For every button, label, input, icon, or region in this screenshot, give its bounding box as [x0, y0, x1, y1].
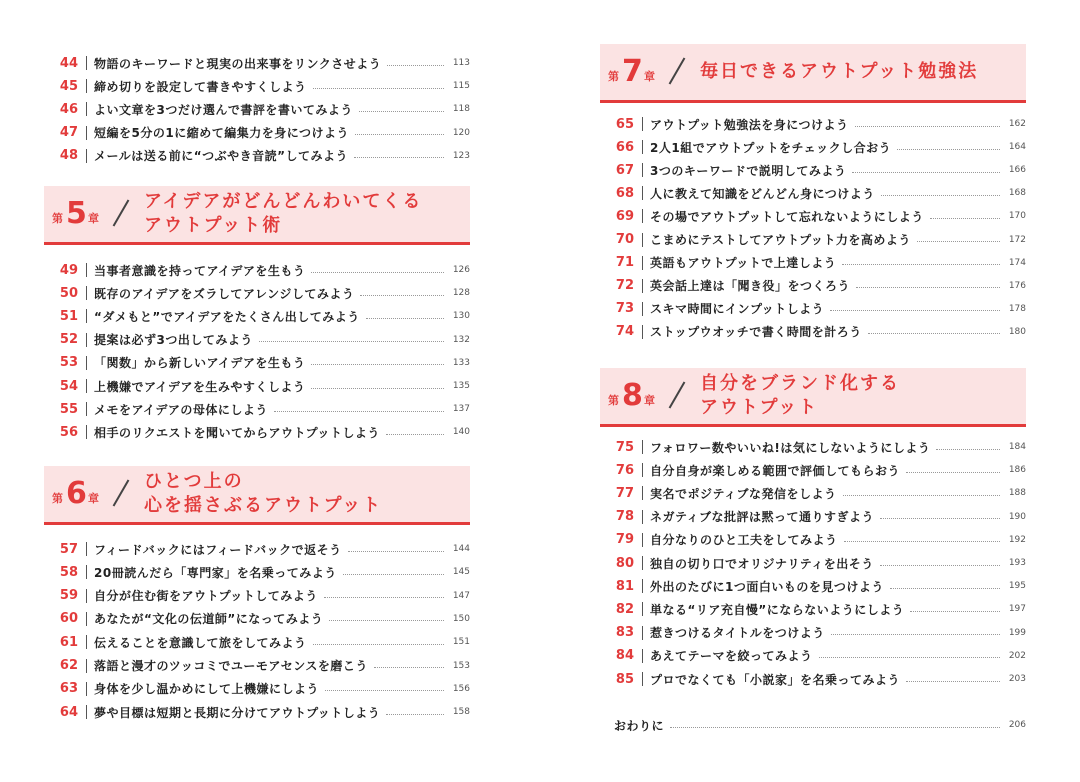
dot-leader [844, 541, 1000, 542]
toc-item[interactable] [44, 375, 470, 397]
toc-item-page: 172 [1008, 234, 1026, 245]
toc-item-title: 英会話上達は「聞き役」をつくろう [650, 279, 851, 294]
toc-item-number: 85 [615, 671, 634, 687]
toc-item[interactable] [600, 598, 1026, 620]
toc-item-number: 79 [615, 532, 634, 548]
toc-item-page: 168 [1008, 188, 1026, 199]
dot-leader [819, 657, 1000, 658]
dot-leader [359, 111, 444, 112]
toc-item-number: 71 [615, 255, 634, 271]
chapter-title-line2: 心を揺さぶるアウトプット [144, 495, 383, 516]
toc-item-divider [642, 486, 643, 500]
toc-item-divider [86, 102, 87, 116]
toc-item-page: 178 [1008, 303, 1026, 314]
toc-item-page: 130 [452, 311, 470, 322]
toc-item[interactable] [44, 538, 470, 560]
dot-leader [856, 287, 1000, 288]
toc-item-title: 伝えることを意識して旅をしてみよう [94, 635, 307, 650]
toc-item-title: 当事者意識を持ってアイデアを生もう [94, 263, 306, 278]
toc-item[interactable] [600, 552, 1026, 574]
toc-item-page: 135 [452, 381, 470, 391]
chapter-divider [113, 480, 130, 507]
toc-item-page: 137 [452, 404, 470, 415]
chapter-suffix: 章 [88, 212, 99, 225]
toc-item-divider [86, 565, 87, 579]
toc-item-number: 76 [615, 462, 634, 478]
dot-leader [842, 264, 1000, 265]
dot-leader [880, 518, 1000, 519]
chapter-prefix: 第 [608, 394, 619, 407]
dot-leader [360, 295, 444, 296]
toc-item-title: 短編を5分の1に縮めて編集力を身につけよう [94, 126, 349, 141]
toc-item-page: 147 [452, 590, 470, 601]
toc-item-title: ネガティブな批評は黙って通りすぎよう [650, 510, 875, 525]
toc-item-page: 158 [452, 707, 470, 718]
dot-leader [906, 472, 1000, 473]
toc-item-page: 186 [1008, 465, 1026, 476]
dot-leader [311, 364, 444, 365]
toc-item[interactable] [600, 113, 1026, 135]
dot-leader [855, 126, 1000, 127]
dot-leader [670, 727, 1000, 728]
toc-item-title: 自分なりのひと工夫をしてみよう [650, 533, 838, 548]
chapter-divider [113, 200, 130, 227]
toc-item[interactable] [600, 482, 1026, 504]
dot-leader [348, 551, 444, 552]
toc-item-title: フォロワー数やいいね!は気にしないようにしよう [650, 440, 931, 455]
toc-item-divider [86, 589, 87, 603]
toc-item[interactable] [44, 608, 470, 630]
toc-item-title: スキマ時間にインプットしよう [650, 302, 825, 317]
toc-item[interactable] [600, 622, 1026, 644]
toc-item-number: 46 [59, 101, 78, 117]
toc-item-divider [642, 117, 643, 131]
toc-item-title: 自分自身が楽しめる範囲で評価してもらおう [650, 463, 901, 478]
toc-item-divider [642, 463, 643, 477]
chapter-title-line2: アウトプット [700, 397, 819, 418]
dot-leader [386, 714, 444, 715]
toc-item-number: 81 [615, 578, 634, 594]
toc-item-page: 113 [452, 58, 470, 68]
toc-item[interactable] [44, 305, 470, 327]
toc-item-number: 59 [59, 588, 78, 604]
toc-item-title: “ダメもと”でアイデアをたくさん出してみよう [94, 309, 360, 324]
dot-leader [259, 341, 444, 342]
toc-item-page: 115 [452, 81, 470, 92]
toc-item-number: 51 [59, 308, 78, 324]
toc-item-title: あなたが“文化の伝道師”になってみよう [94, 612, 324, 627]
toc-item[interactable] [600, 252, 1026, 274]
toc-item-number: 63 [59, 681, 78, 697]
toc-item-title: 外出のたびに1つ面白いものを見つけよう [650, 579, 884, 594]
toc-item-divider [642, 602, 643, 616]
toc-item-number: 62 [59, 658, 78, 673]
toc-item-page: 195 [1008, 581, 1026, 592]
toc-item-number: 49 [59, 262, 78, 278]
toc-item[interactable] [44, 329, 470, 351]
toc-item-number: 50 [59, 285, 78, 301]
chapter-suffix: 章 [644, 394, 655, 407]
toc-item-divider [86, 56, 87, 70]
dot-leader [311, 272, 444, 273]
chapter-prefix: 第 [52, 492, 63, 505]
toc-item[interactable] [600, 229, 1026, 251]
toc-item-divider [86, 402, 87, 416]
toc-item-title: 既存のアイデアをズラしてアレンジしてみよう [94, 286, 355, 301]
toc-item-page: 192 [1008, 534, 1026, 545]
toc-item-divider [86, 612, 87, 626]
toc-item-divider [642, 233, 643, 247]
toc-item-title: よい文章を3つだけ選んで書評を書いてみよう [94, 102, 353, 117]
toc-item-title: 「関数」から新しいアイデアを生もう [94, 356, 306, 371]
chapter-6-header [44, 466, 470, 525]
chapter-number: 5 [66, 196, 87, 231]
toc-item[interactable] [600, 275, 1026, 297]
chapter-suffix: 章 [88, 492, 99, 505]
toc-item-number: 72 [615, 278, 634, 294]
dot-leader [387, 65, 444, 66]
toc-item-number: 70 [615, 232, 634, 247]
toc-item-divider [86, 126, 87, 140]
toc-item-divider [86, 379, 87, 393]
chapter-prefix: 第 [52, 212, 63, 225]
toc-item-page: 156 [452, 683, 470, 694]
toc-item-divider [86, 542, 87, 556]
toc-item-number: 77 [615, 485, 634, 501]
dot-leader [897, 149, 1000, 150]
toc-item-number: 78 [615, 509, 634, 525]
dot-leader [917, 241, 1000, 242]
toc-item-divider [86, 356, 87, 370]
toc-item[interactable] [600, 136, 1026, 158]
toc-item-page: 184 [1008, 442, 1026, 452]
dot-leader [852, 172, 1000, 173]
dot-leader [374, 667, 444, 668]
toc-item[interactable] [44, 259, 470, 281]
toc-item-page: 190 [1008, 511, 1026, 522]
toc-item-divider [642, 533, 643, 547]
toc-item-divider [86, 333, 87, 347]
toc-item-title: アウトプット勉強法を身につけよう [650, 117, 849, 132]
toc-item-divider [86, 263, 87, 277]
dot-leader [906, 681, 1000, 682]
toc-item-divider [86, 425, 87, 439]
toc-item-divider [642, 579, 643, 593]
toc-item-divider [642, 186, 643, 200]
chapter-title-line1: 自分をブランド化する [700, 373, 900, 394]
toc-item-number: 55 [59, 401, 78, 417]
dot-leader [355, 134, 444, 135]
toc-item[interactable] [600, 506, 1026, 528]
toc-item-divider [86, 309, 87, 323]
toc-item[interactable] [44, 75, 470, 97]
toc-item[interactable] [44, 145, 470, 167]
chapter-divider [669, 382, 686, 409]
toc-item[interactable] [44, 122, 470, 144]
toc-item-page: 174 [1008, 257, 1026, 268]
dot-leader [329, 620, 444, 621]
toc-item-divider [86, 149, 87, 163]
toc-item-title: 英語もアウトプットで上達しよう [650, 256, 837, 271]
toc-item[interactable] [44, 631, 470, 653]
dot-leader [843, 495, 1000, 496]
toc-item-number: 44 [59, 55, 78, 71]
chapter-title-line1: 毎日できるアウトプット勉強法 [700, 61, 979, 82]
toc-item-title: 3つのキーワードで説明してみよう [650, 163, 847, 178]
toc-item[interactable] [600, 575, 1026, 597]
toc-item-divider [642, 163, 643, 177]
dot-leader [831, 634, 1000, 635]
toc-item-number: 48 [59, 148, 78, 164]
toc-item-page: 133 [452, 357, 470, 368]
toc-item-page: 120 [452, 127, 470, 138]
toc-item[interactable] [44, 678, 470, 700]
toc-item-page: 118 [452, 104, 470, 115]
toc-item-page: 140 [452, 427, 470, 438]
toc-item-title: 実名でポジティブな発信をしよう [650, 486, 837, 501]
toc-item-title: 独自の切り口でオリジナリティを出そう [650, 556, 874, 571]
toc-item-number: 45 [59, 78, 78, 94]
toc-item-number: 52 [59, 332, 78, 348]
dot-leader [830, 310, 1000, 311]
chapter-title-line2: アウトプット術 [144, 215, 283, 236]
toc-item[interactable] [600, 436, 1026, 458]
toc-item-number: 75 [615, 439, 634, 455]
chapter-suffix: 章 [644, 70, 655, 83]
toc-item-divider [86, 705, 87, 719]
chapter-7-header [600, 44, 1026, 103]
dot-leader [880, 565, 1000, 566]
toc-item-title: 20冊読んだら「専門家」を名乗ってみよう [94, 565, 337, 580]
toc-item[interactable] [600, 182, 1026, 204]
toc-item-title: 惹きつけるタイトルをつけよう [650, 626, 825, 641]
dot-leader [881, 195, 1000, 196]
toc-item-number: 58 [59, 564, 78, 580]
toc-item-page: 126 [452, 265, 470, 275]
toc-item[interactable] [44, 561, 470, 583]
toc-item[interactable] [600, 205, 1026, 227]
toc-item-number: 80 [615, 555, 634, 571]
dot-leader [890, 588, 1000, 589]
toc-item-title: 夢や目標は短期と長期に分けてアウトプットしよう [94, 705, 381, 720]
toc-item-page: 197 [1008, 604, 1026, 615]
toc-item-page: 164 [1008, 142, 1026, 153]
toc-item-number: 83 [615, 625, 634, 641]
toc-item-title: フィードバックにはフィードバックで返そう [94, 542, 342, 557]
toc-item[interactable] [600, 298, 1026, 320]
chapter-divider [669, 58, 686, 85]
dot-leader [910, 611, 1000, 612]
toc-item-divider [642, 302, 643, 316]
chapter-title-line1: ひとつ上の [144, 471, 244, 492]
dot-leader [386, 434, 444, 435]
toc-item-page: 188 [1008, 488, 1026, 499]
toc-item-divider [642, 626, 643, 640]
chapter-8-header [600, 368, 1026, 427]
toc-item[interactable] [600, 668, 1026, 690]
dot-leader [868, 333, 1000, 334]
dot-leader [366, 318, 444, 319]
toc-item-page: 166 [1008, 165, 1026, 176]
toc-item-divider [642, 140, 643, 154]
dot-leader [930, 218, 1000, 219]
toc-item-number: 65 [615, 116, 634, 132]
toc-item[interactable] [600, 159, 1026, 181]
toc-item-title: 単なる“リア充自慢”にならないようにしよう [650, 602, 905, 617]
toc-item[interactable] [44, 421, 470, 443]
toc-item-page: 144 [452, 544, 470, 554]
toc-item-closing[interactable] [600, 714, 1026, 736]
toc-item-divider [642, 672, 643, 686]
chapter-title-line1: アイデアがどんどんわいてくる [144, 191, 423, 212]
toc-item-title: 2人1組でアウトプットをチェックし合おう [650, 140, 892, 155]
dot-leader [313, 88, 444, 89]
toc-item-number: 47 [59, 125, 78, 141]
toc-item-number: 66 [615, 139, 634, 155]
toc-item-page: 162 [1008, 119, 1026, 129]
toc-item[interactable] [44, 352, 470, 374]
dot-leader [354, 157, 444, 158]
toc-item-title: メールは送る前に“つぶやき音読”してみよう [94, 149, 349, 164]
toc-item-number: 54 [59, 378, 78, 394]
toc-item-divider [642, 279, 643, 293]
toc-item[interactable] [44, 98, 470, 120]
chapter-5-header [44, 186, 470, 245]
dot-leader [324, 597, 444, 598]
toc-item-divider [642, 510, 643, 524]
toc-item-number: 68 [615, 185, 634, 201]
toc-item-page: 132 [452, 334, 470, 345]
toc-item-number: 82 [615, 601, 634, 617]
toc-item-divider [86, 659, 87, 673]
toc-item[interactable] [44, 655, 470, 677]
toc-item-page: 199 [1008, 627, 1026, 638]
toc-item-title: 落語と漫才のツッコミでユーモアセンスを磨こう [94, 659, 368, 673]
toc-item-page: 180 [1008, 326, 1026, 337]
toc-item-page: 176 [1008, 280, 1026, 291]
toc-item-number: 73 [615, 301, 634, 317]
toc-item-page: 153 [452, 660, 470, 671]
toc-item-number: 84 [615, 648, 634, 664]
toc-item[interactable] [44, 282, 470, 304]
toc-item-number: 67 [615, 162, 634, 178]
toc-item-page: 170 [1008, 211, 1026, 222]
chapter-prefix: 第 [608, 70, 619, 83]
toc-item[interactable] [44, 701, 470, 723]
toc-item-page: 202 [1008, 650, 1026, 661]
toc-item-number: 61 [59, 634, 78, 650]
toc-item-divider [86, 286, 87, 300]
toc-item-number: 69 [615, 208, 634, 224]
dot-leader [343, 574, 444, 575]
toc-item-page: 123 [452, 150, 470, 161]
chapter-number: 7 [622, 54, 643, 89]
toc-item-title: 自分が住む街をアウトプットしてみよう [94, 589, 318, 604]
toc-item-page: 206 [1008, 720, 1026, 730]
toc-item-page: 203 [1008, 674, 1026, 684]
toc-item-title: 物語のキーワードと現実の出来事をリンクさせよう [94, 56, 382, 71]
toc-item-title: メモをアイデアの母体にしよう [94, 402, 268, 417]
toc-item-divider [642, 325, 643, 339]
dot-leader [325, 690, 444, 691]
dot-leader [274, 411, 444, 412]
toc-item-number: 53 [59, 355, 78, 371]
dot-leader [311, 388, 444, 389]
toc-item-title: 身体を少し温かめにして上機嫌にしよう [94, 682, 320, 697]
toc-item-page: 150 [452, 613, 470, 624]
toc-item-number: 60 [59, 611, 78, 627]
toc-item-divider [86, 79, 87, 93]
toc-item-divider [86, 682, 87, 696]
toc-item[interactable] [600, 321, 1026, 343]
dot-leader [313, 644, 444, 645]
toc-item-title: 締め切りを設定して書きやすくしよう [94, 79, 307, 94]
toc-item-number: 64 [59, 704, 78, 720]
toc-item-title: おわりに [614, 718, 665, 733]
toc-item-divider [642, 649, 643, 663]
toc-item[interactable] [44, 398, 470, 420]
toc-item-page: 151 [452, 637, 470, 648]
toc-item-title: 提案は必ず3つ出してみよう [94, 333, 253, 348]
toc-item-page: 193 [1008, 558, 1026, 568]
toc-item-number: 57 [59, 541, 78, 557]
chapter-number: 8 [622, 378, 643, 413]
toc-item-title: こまめにテストしてアウトプット力を高めよう [650, 233, 911, 247]
toc-item-title: 相手のリクエストを聞いてからアウトプットしよう [94, 425, 380, 440]
toc-item-divider [642, 256, 643, 270]
toc-item[interactable] [600, 529, 1026, 551]
dot-leader [936, 449, 1000, 450]
toc-item-page: 128 [452, 288, 470, 299]
toc-item-title: プロでなくても「小説家」を名乗ってみよう [650, 672, 901, 687]
toc-item-page: 145 [452, 567, 470, 578]
toc-item[interactable] [600, 645, 1026, 667]
toc-item-divider [642, 440, 643, 454]
chapter-number: 6 [66, 476, 87, 511]
toc-item[interactable] [44, 52, 470, 74]
toc-item-number: 74 [615, 324, 634, 340]
toc-item-divider [642, 209, 643, 223]
toc-item-title: ストップウオッチで書く時間を計ろう [650, 325, 862, 340]
toc-item-title: あえてテーマを絞ってみよう [650, 649, 813, 664]
toc-item-number: 56 [59, 424, 78, 440]
toc-item-divider [86, 635, 87, 649]
toc-item[interactable] [600, 459, 1026, 481]
toc-item-title: 人に教えて知識をどんどん身につけよう [650, 186, 875, 201]
toc-item-title: その場でアウトプットして忘れないようにしよう [650, 209, 924, 224]
toc-item-title: 上機嫌でアイデアを生みやすくしよう [94, 379, 306, 394]
toc-item[interactable] [44, 585, 470, 607]
toc-item-divider [642, 556, 643, 570]
